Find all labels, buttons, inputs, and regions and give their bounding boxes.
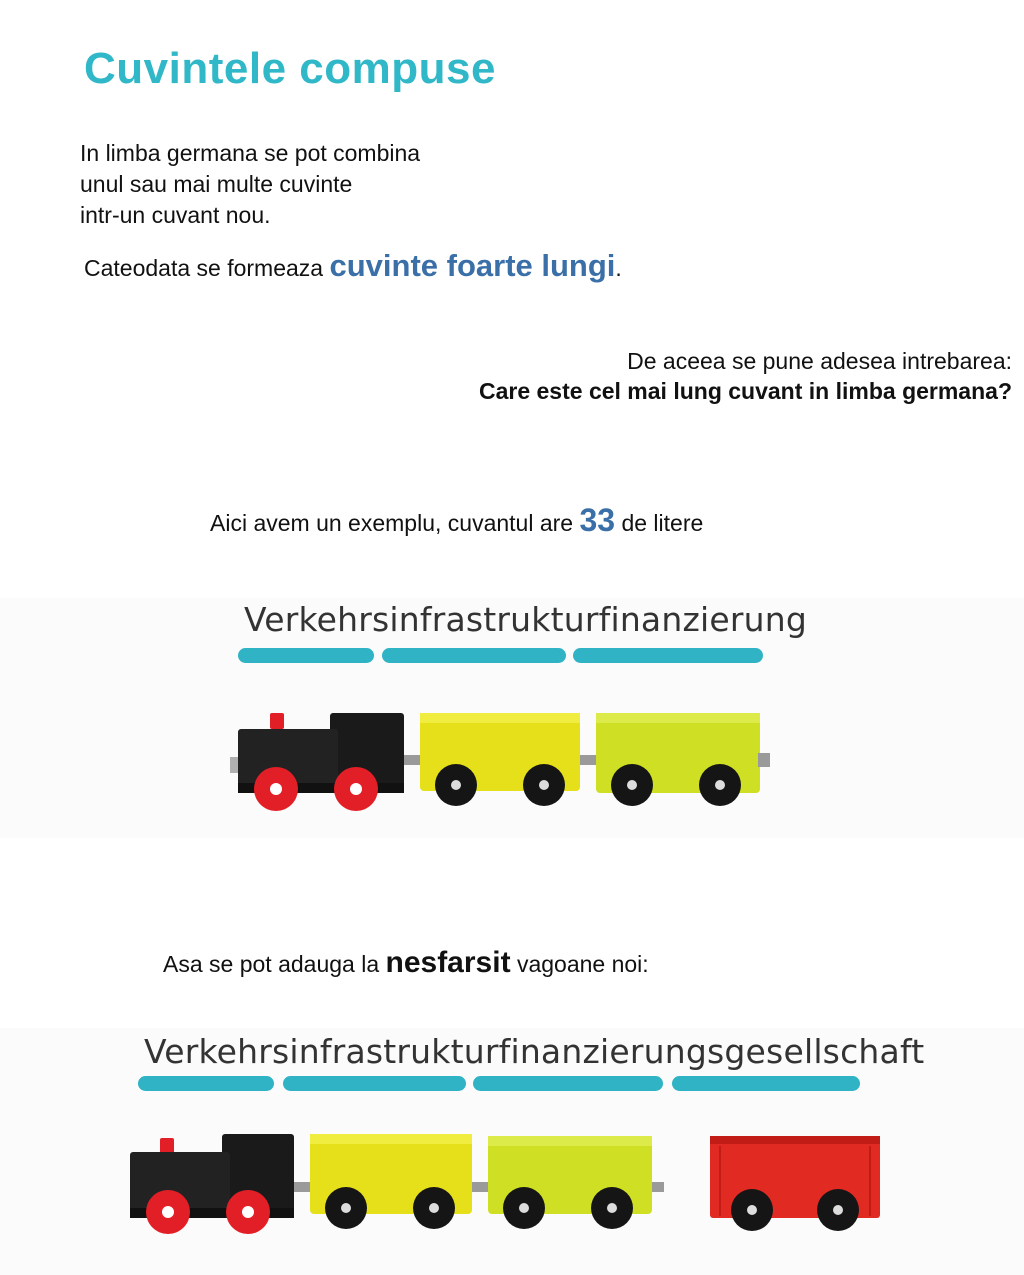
endless-tail: vagoane noi: xyxy=(510,951,649,977)
question-main: Care este cel mai lung cuvant in limba germana? xyxy=(478,378,1012,404)
long-words-sentence xyxy=(84,248,622,284)
compound-word-1: Verkehrsinfrastrukturfinanzierung xyxy=(244,600,808,639)
letter-count: 33 xyxy=(579,502,616,538)
lime-wagon-icon xyxy=(488,1136,652,1229)
word-part-bar-2 xyxy=(382,648,566,663)
intro-line-2: unul sau mai multe cuvinte xyxy=(80,171,353,197)
coupler xyxy=(758,753,770,767)
example-sentence xyxy=(210,502,703,539)
intro-line-3: intr-un cuvant nou. xyxy=(80,202,271,228)
endless-lead: Asa se pot adauga la xyxy=(163,951,386,977)
yellow-wagon-icon xyxy=(420,713,580,806)
lime-wagon-icon xyxy=(596,713,760,806)
word-part-bar-3 xyxy=(573,648,763,663)
question-lead: De aceea se pune adesea intrebarea: xyxy=(627,348,1012,374)
page-title: Cuvintele compuse xyxy=(84,44,496,93)
endless-sentence xyxy=(163,946,649,980)
word-part-bar-2 xyxy=(283,1076,466,1091)
word-part-bar-1 xyxy=(238,648,374,663)
intro-line-1: In limba germana se pot combina xyxy=(80,140,421,166)
long-words-period: . xyxy=(615,255,622,281)
compound-word-2: Verkehrsinfrastrukturfinanzierungsgesellschaft xyxy=(144,1032,925,1071)
long-words-lead: Cateodata se formeaza xyxy=(84,255,330,281)
red-wagon-icon xyxy=(710,1136,880,1231)
toy-locomotive-icon xyxy=(238,713,404,811)
question-block xyxy=(479,346,1012,406)
long-words-highlight: cuvinte foarte lungi xyxy=(329,248,616,283)
toy-locomotive-icon xyxy=(130,1134,294,1234)
example-tail: de litere xyxy=(615,510,704,536)
intro-paragraph xyxy=(80,138,420,231)
endless-bold: nesfarsit xyxy=(385,946,511,979)
word-part-bar-4 xyxy=(672,1076,860,1091)
train-1 xyxy=(220,705,780,820)
word-part-bar-1 xyxy=(138,1076,274,1091)
train-2 xyxy=(120,1132,890,1244)
word-part-bar-3 xyxy=(473,1076,663,1091)
yellow-wagon-icon xyxy=(310,1134,472,1229)
example-lead: Aici avem un exemplu, cuvantul are xyxy=(210,510,580,536)
